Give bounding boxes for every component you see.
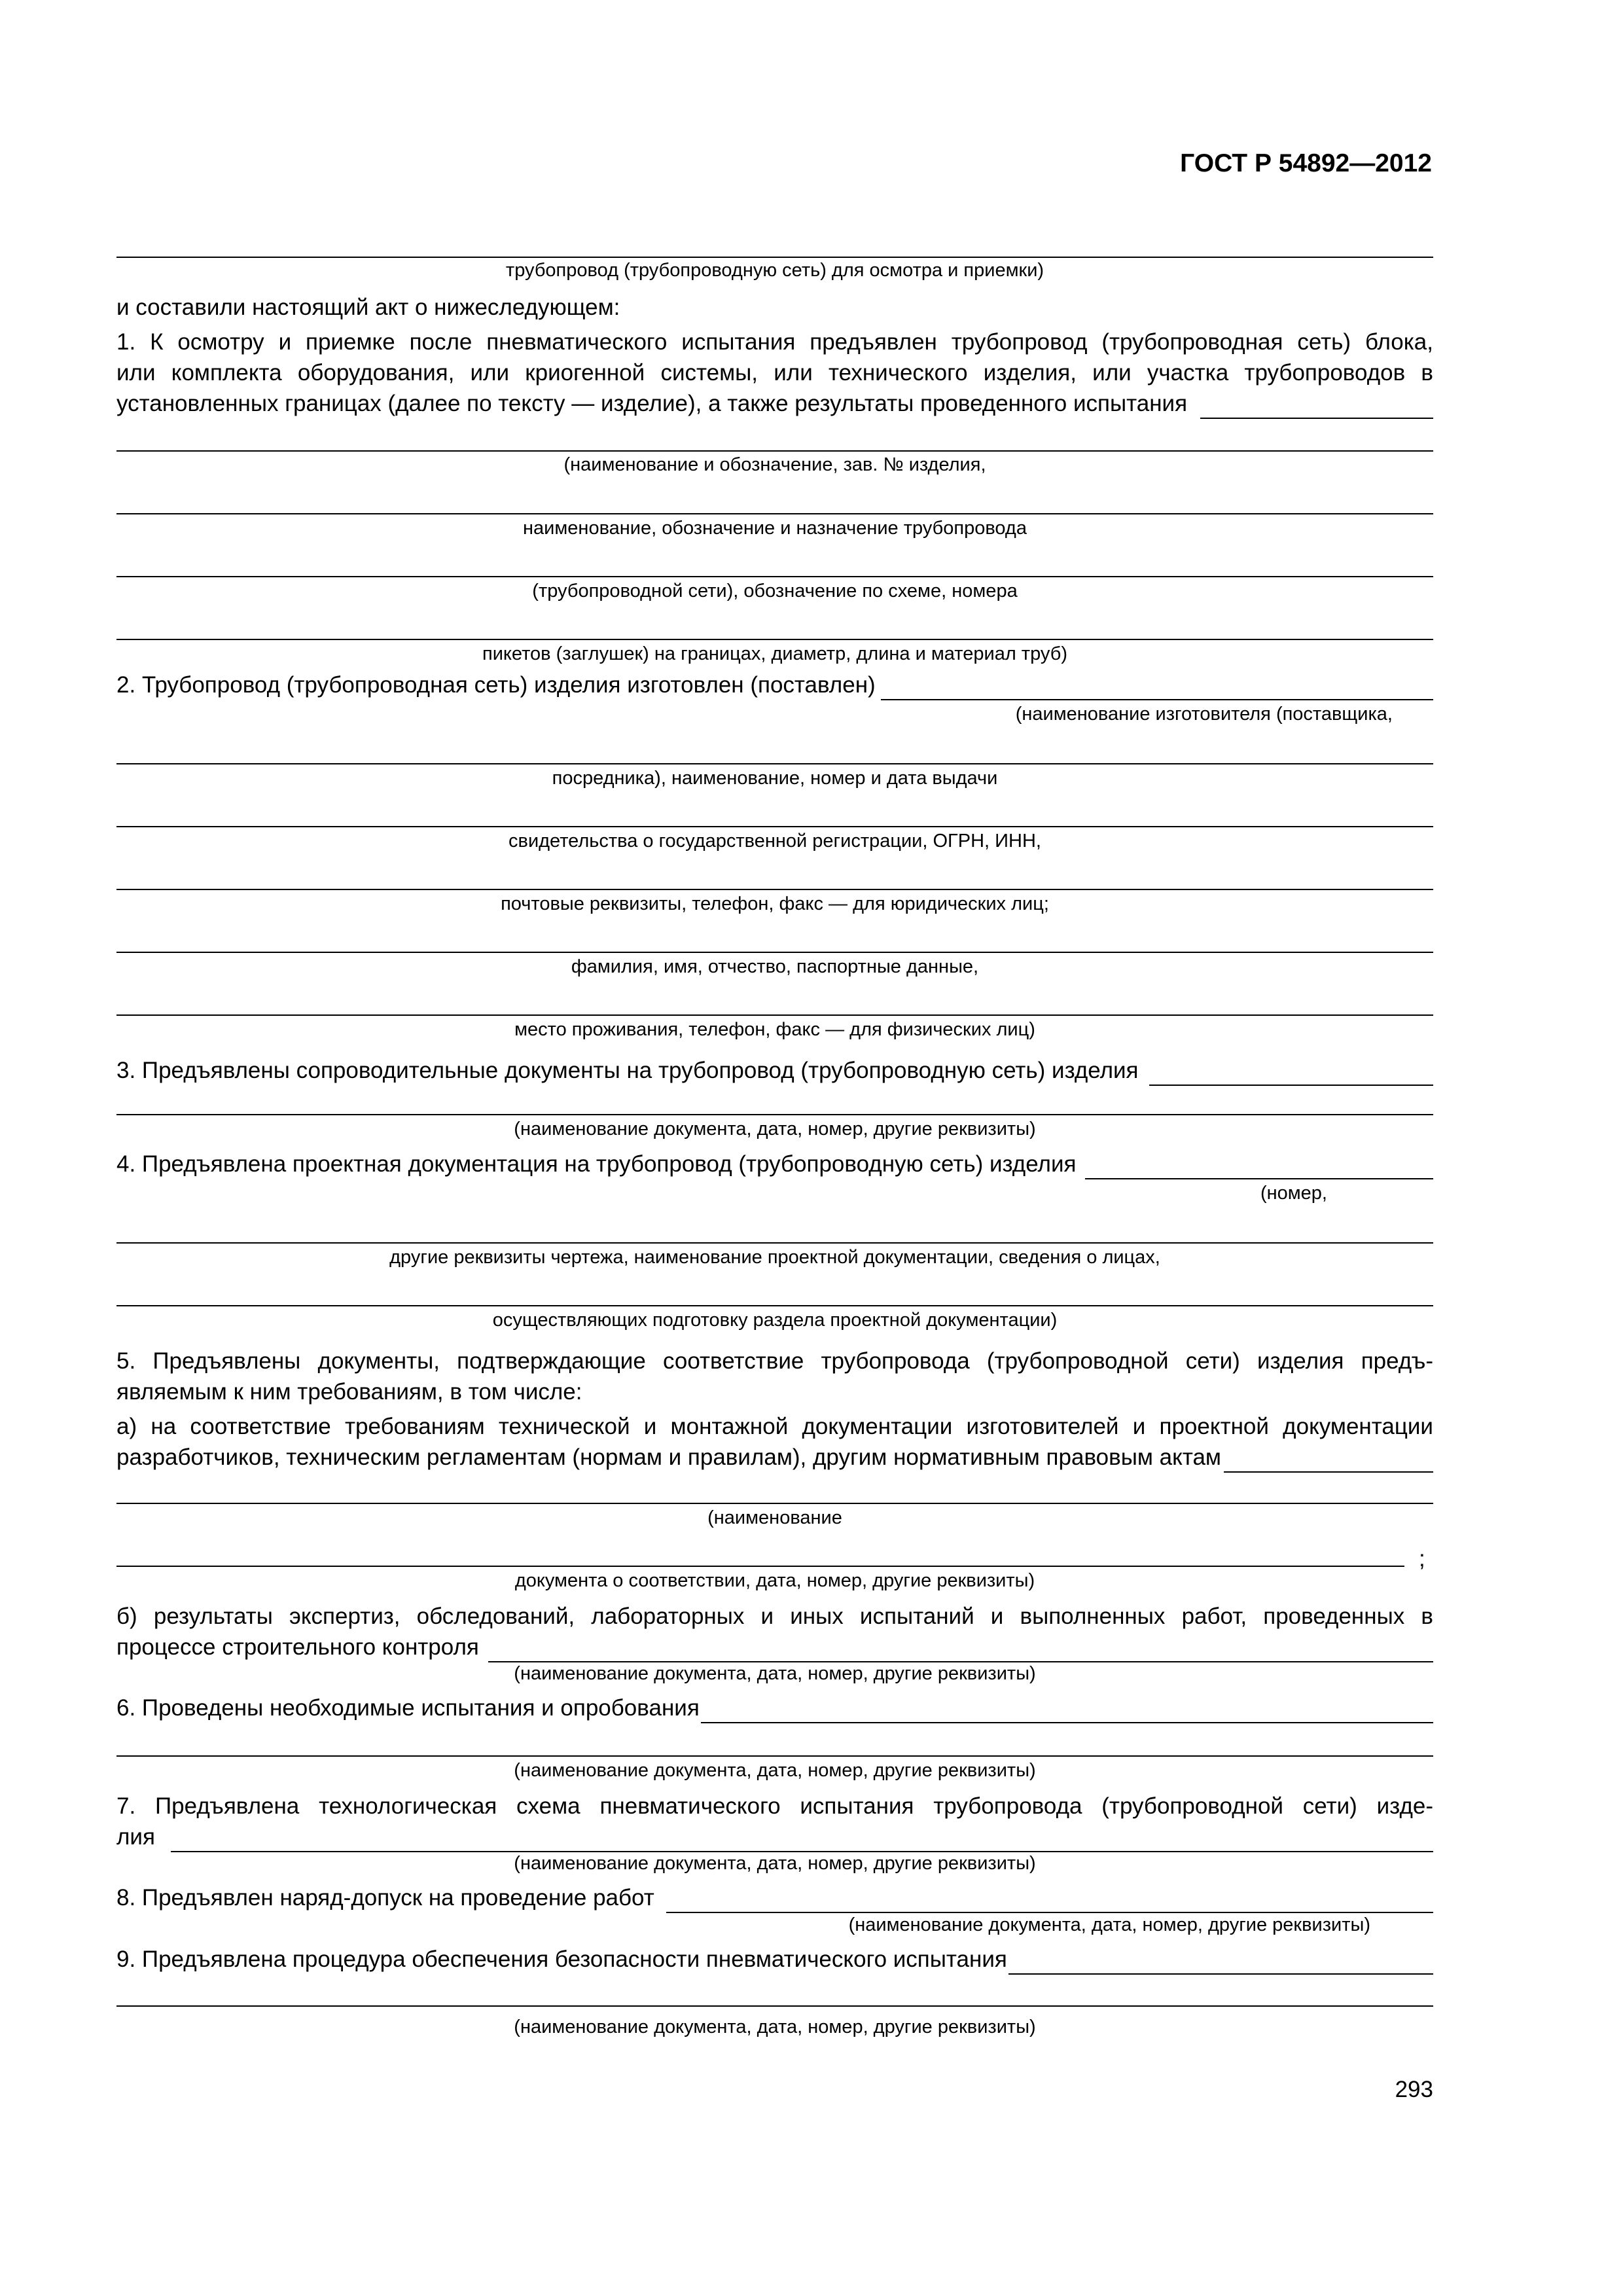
item1-caption-3: (трубопроводной сети), обозначение по схеме, номера bbox=[532, 581, 1018, 601]
item7-line2: лия bbox=[116, 1824, 155, 1850]
item2-fill-line-3[interactable] bbox=[116, 889, 1433, 890]
item5a-fill-line-1[interactable] bbox=[116, 1503, 1433, 1504]
item6-fill-line[interactable] bbox=[116, 1755, 1433, 1757]
item3-input-line[interactable] bbox=[1149, 1058, 1434, 1086]
document-header: ГОСТ Р 54892—2012 bbox=[1180, 149, 1432, 177]
item9-caption: (наименование документа, дата, номер, другие реквизиты) bbox=[514, 2017, 1036, 2037]
item5b-line2: процессе строительного контроля bbox=[116, 1634, 479, 1660]
item4-fill-line-1[interactable] bbox=[116, 1242, 1433, 1244]
item1-line1: 1. К осмотру и приемке после пневматического испытания предъявлен трубопровод (трубопроводная сеть) блока, bbox=[116, 329, 1433, 355]
item8-input-line[interactable] bbox=[666, 1886, 1433, 1913]
item2-label: 2. Трубопровод (трубопроводная сеть) изделия изготовлен (поставлен) bbox=[116, 672, 876, 698]
item6-row bbox=[116, 1693, 1433, 1723]
item4-label: 4. Предъявлена проектная документация на трубопровод (трубопроводную сеть) изделия bbox=[116, 1151, 1077, 1177]
item1-line3: установленных границах (далее по тексту — изделие), а также результаты проведенного испытания bbox=[116, 391, 1188, 416]
item4-input-line[interactable] bbox=[1085, 1152, 1433, 1179]
item8-caption: (наименование документа, дата, номер, другие реквизиты) bbox=[848, 1914, 1370, 1935]
item2-caption-1: (наименование изготовителя (поставщика, bbox=[1015, 704, 1393, 725]
item2-fill-line-2[interactable] bbox=[116, 826, 1433, 827]
item2-fill-line-4[interactable] bbox=[116, 952, 1433, 953]
item5b-input-line[interactable] bbox=[488, 1635, 1433, 1662]
item3-fill-line[interactable] bbox=[116, 1114, 1433, 1115]
item6-label: 6. Проведены необходимые испытания и опробования bbox=[116, 1695, 700, 1721]
item2-caption-6: место проживания, телефон, факс — для физических лиц) bbox=[514, 1019, 1035, 1040]
item1-line2: или комплекта оборудования, или криогенной системы, или технического изделия, или участка трубопроводов в bbox=[116, 360, 1433, 386]
item1-fill-line-1[interactable] bbox=[116, 450, 1433, 452]
item7-line1: 7. Предъявлена технологическая схема пневматического испытания трубопровода (трубопроводной сети) изде- bbox=[116, 1793, 1433, 1819]
item4-fill-line-2[interactable] bbox=[116, 1305, 1433, 1306]
item1-caption-1: (наименование и обозначение, зав. № изделия, bbox=[563, 454, 986, 475]
page-number: 293 bbox=[1395, 2077, 1433, 2102]
item5a-fill-line-2[interactable] bbox=[116, 1566, 1404, 1567]
item3-label: 3. Предъявлены сопроводительные документы на трубопровод (трубопроводную сеть) изделия bbox=[116, 1058, 1139, 1083]
intro-text: и составили настоящий акт о нижеследующем: bbox=[116, 295, 620, 320]
item1-fill-line-3[interactable] bbox=[116, 576, 1433, 577]
item1-input-line[interactable] bbox=[1200, 391, 1433, 419]
item2-caption-4: почтовые реквизиты, телефон, факс — для юридических лиц; bbox=[501, 893, 1049, 914]
fill-line bbox=[116, 257, 1433, 258]
item2-caption-3: свидетельства о государственной регистрации, ОГРН, ИНН, bbox=[508, 831, 1041, 852]
item5a-input-line[interactable] bbox=[1224, 1445, 1433, 1473]
item9-input-line[interactable] bbox=[1008, 1947, 1433, 1975]
item5a-caption-1: (наименование bbox=[707, 1507, 842, 1528]
item2-input-line[interactable] bbox=[881, 673, 1433, 700]
item5a-line1: а) на соответствие требованиям технической и монтажной документации изготовителей и проектной документации bbox=[116, 1414, 1433, 1439]
item3-row bbox=[116, 1055, 1433, 1086]
item2-row bbox=[116, 670, 1433, 700]
item4-row bbox=[116, 1149, 1433, 1179]
item6-input-line[interactable] bbox=[701, 1696, 1433, 1723]
item4-caption-3: осуществляющих подготовку раздела проектной документации) bbox=[492, 1310, 1058, 1331]
item2-caption-5: фамилия, имя, отчество, паспортные данные, bbox=[571, 956, 979, 977]
item9-row bbox=[116, 1944, 1433, 1975]
item1-caption-4: пикетов (заглушек) на границах, диаметр, длина и материал труб) bbox=[482, 643, 1067, 664]
item5a-caption-2: документа о соответствии, дата, номер, другие реквизиты) bbox=[514, 1570, 1035, 1591]
item9-fill-line[interactable] bbox=[116, 2005, 1433, 2007]
item8-row bbox=[116, 1882, 1433, 1913]
item5-line2: являемым к ним требованиям, в том числе: bbox=[116, 1379, 582, 1405]
item1-row bbox=[116, 388, 1433, 419]
item1-fill-line-2[interactable] bbox=[116, 513, 1433, 514]
item2-fill-line-1[interactable] bbox=[116, 763, 1433, 764]
field-caption: трубопровод (трубопроводную сеть) для осмотра и приемки) bbox=[505, 260, 1044, 281]
item5b-caption: (наименование документа, дата, номер, другие реквизиты) bbox=[514, 1663, 1036, 1684]
item1-caption-2: наименование, обозначение и назначение трубопровода bbox=[523, 518, 1027, 539]
item5a-line2: разработчиков, техническим регламентам (нормам и правилам), другим нормативным правовым актам bbox=[116, 1444, 1221, 1470]
item8-label: 8. Предъявлен наряд-допуск на проведение работ bbox=[116, 1885, 654, 1910]
item3-caption: (наименование документа, дата, номер, другие реквизиты) bbox=[514, 1119, 1036, 1139]
item1-fill-line-4[interactable] bbox=[116, 639, 1433, 640]
item5b-row bbox=[116, 1632, 1433, 1662]
item5a-semicolon: ; bbox=[1419, 1546, 1425, 1571]
item5a-row bbox=[116, 1442, 1433, 1473]
item2-caption-2: посредника), наименование, номер и дата выдачи bbox=[552, 768, 998, 789]
item5-line1: 5. Предъявлены документы, подтверждающие соответствие трубопровода (трубопроводной сети) изделия предъ- bbox=[116, 1348, 1433, 1374]
item7-row bbox=[116, 1821, 1433, 1852]
item4-caption-1: (номер, bbox=[1260, 1183, 1327, 1204]
item7-caption: (наименование документа, дата, номер, другие реквизиты) bbox=[514, 1853, 1036, 1874]
item6-caption: (наименование документа, дата, номер, другие реквизиты) bbox=[514, 1760, 1036, 1781]
item5b-line1: б) результаты экспертиз, обследований, лабораторных и иных испытаний и выполненных работ, проведенных в bbox=[116, 1604, 1433, 1629]
item7-input-line[interactable] bbox=[171, 1825, 1433, 1852]
item4-caption-2: другие реквизиты чертежа, наименование проектной документации, сведения о лицах, bbox=[389, 1247, 1160, 1268]
item9-label: 9. Предъявлена процедура обеспечения безопасности пневматического испытания bbox=[116, 1946, 1007, 1972]
item2-fill-line-5[interactable] bbox=[116, 1014, 1433, 1016]
